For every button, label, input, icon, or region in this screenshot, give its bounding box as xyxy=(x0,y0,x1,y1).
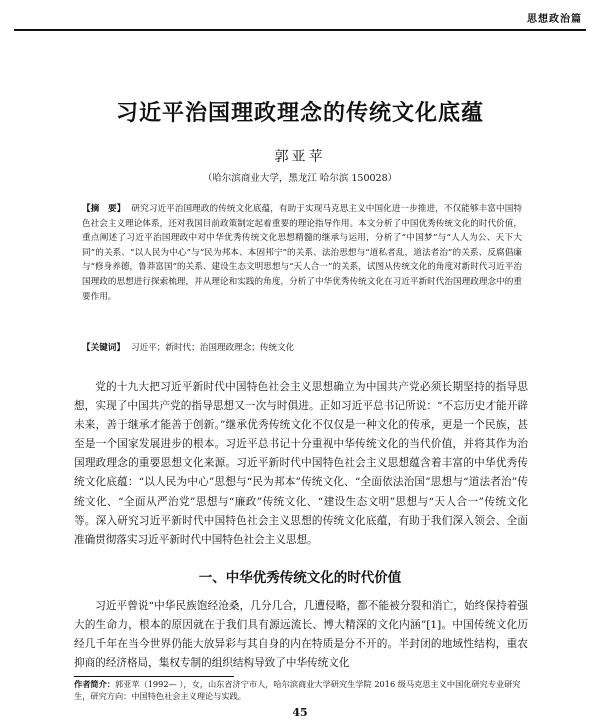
footnote-rule xyxy=(74,676,234,677)
body-paragraph-intro: 党的十九大把习近平新时代中国特色社会主义思想确立为中国共产党必须长期坚持的指导思想，实现了中国共产党的指导思想又一次与时俱进。正如习近平总书记所说：“不忘历史才能开辟未来，善于继承才能善于创新。”继承优秀传统文化不仅仅是一种文化的传承，更是一个民族，甚至是一个国家发展进步的根本。习近平总书记十分重视中华传统文化的当代价值，并将其作为治国理政理念的重要思想文化来源。习近平新时代中国特色社会主义思想蕴含着丰富的中华优秀传统文化底蕴：“以人民为中心”思想与“民为邦本”传统文化、“全面依法治国”思想与“道法者治”传统文化、“全面从严治党”思想与“廉政”传统文化、“建设生态文明”思想与“天人合一”传统文化等。深入研究习近平新时代中国特色社会主义思想的传统文化底蕴，有助于我们深入领会、全面准确贯彻落实习近平新时代中国特色社会主义思想。 xyxy=(74,381,528,546)
body-paragraph-section1: 习近平曾说“中华民族饱经沧桑，几分几合，几遭侵略，都不能被分裂和消亡，始终保持着强大的生命力，根本的原因就在于我们具有源远流长、博大精深的文化内涵”[1]。中国传统文化历经几千年在当今世界仍能大放异彩与其自身的内在特质是分不开的。半封闭的地域性结构，重农抑商的经济格局，集权专制的组织结构导致了中华传统文化 xyxy=(74,600,528,670)
keywords-label: 【关键词】 xyxy=(82,343,125,353)
article-title: 习近平治国理政理念的传统文化底蕴 xyxy=(115,100,484,126)
section-heading: 一、中华优秀传统文化的时代价值 xyxy=(198,570,402,586)
author-affiliation: （哈尔滨商业大学，黑龙江 哈尔滨 150028） xyxy=(202,173,398,184)
header-rule xyxy=(14,29,586,31)
abstract xyxy=(82,202,522,304)
author-footnote xyxy=(74,678,528,702)
footnote-label: 作者简介： xyxy=(74,679,115,689)
page-number: 45 xyxy=(292,706,308,719)
keywords xyxy=(82,341,522,355)
abstract-label: 【摘 要】 xyxy=(82,204,126,214)
footnote-text: 郭亚苹（1992— ），女，山东省济宁市人，哈尔滨商业大学研究生学院 2016 级马克思主义中国化研究专业研究生，研究方向：中国特色社会主义理论与实践。 xyxy=(74,679,521,701)
abstract-text: 研究习近平治国理政的传统文化底蕴，有助于实现马克思主义中国化进一步推进，不仅能够丰富中国特色社会主义理论体系，还对我国目前政策制定起着重要的理论指导作用。本文分析了中国优秀传统文化的时代价值，重点阐述了习近平治国理政中对中华优秀传统文化思想精髓的继承与运用，分析了“中国梦”与“人人为公、天下大同”的关系、“以人民为中心”与“民为邦本、本固邦宁”的关系、法治思想与“道私者乱，道法者治”的关系、反腐倡廉与“修身养德，鲁莽富国”的关系、建设生态文明思想与“天人合一”的关系，试图从传统文化的角度对新时代习近平治国理政的思想进行探索梳理，并从理论和实践的角度，分析了中华优秀传统文化在习近平新时代治国理政理念中的重要作用。 xyxy=(82,204,522,302)
keywords-text: 习近平；新时代；治国理政理念；传统文化 xyxy=(130,343,295,353)
column-tag: 思想政治篇 xyxy=(527,14,582,25)
author-name: 郭亚苹 xyxy=(274,149,326,165)
